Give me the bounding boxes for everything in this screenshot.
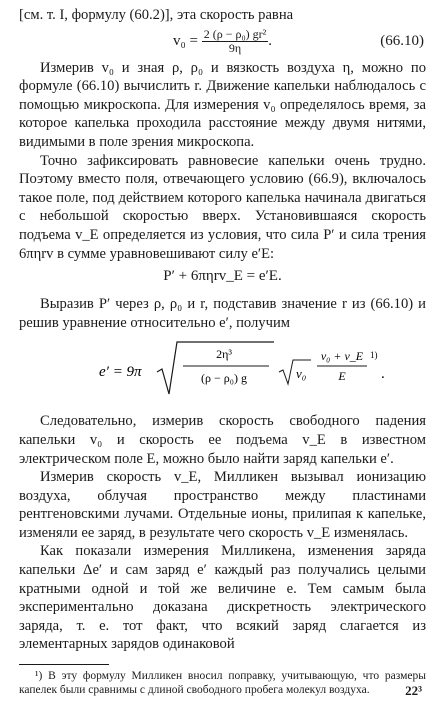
paragraph-5: Измерив скорость v_E, Милликен вызывал ионизацию воздуха, облучая пространство между пластинами рентгеновскими лучами. Отдельные ионы, прилипая к капельке, изменяли ее заряд, в результате чего скорость v_E изменялась. xyxy=(19,469,426,541)
eq1-lhs: v₀ = xyxy=(173,32,198,49)
footnote-mark: 1) xyxy=(370,350,378,361)
eq1-denominator: 9η xyxy=(228,40,242,55)
eq3-numerator-2: v₀ + v_E xyxy=(320,349,364,364)
eq3-numerator: 2η³ xyxy=(216,347,232,362)
eq3-sqrt-term: v₀ xyxy=(296,366,307,382)
charge-formula xyxy=(99,338,399,402)
footnote-divider xyxy=(19,664,109,665)
page-number: 22³ xyxy=(405,683,422,698)
eq3-denominator-2: E xyxy=(338,369,346,384)
text-line-1: [см. т. I, формулу (60.2)], эта скорость равна xyxy=(19,7,294,23)
footnote: ¹) В эту формулу Милликен вносил поправку, учитывающую, что размеры капелек были сравнимы с длиной свободного пробега молекул воздуха. xyxy=(19,670,426,697)
equation-charge xyxy=(19,338,426,402)
paragraph-3: Выразив P′ через ρ, ρ₀ и r, подставив значение r из (66.10) и решив уравнение относительно e′, получим xyxy=(19,296,426,331)
paragraph-1: Измерив v₀ и зная ρ, ρ₀ и вязкость воздуха η, можно по формуле (66.10) вычислить r. Движение капельки наблюдалось с помощью микроскопа. Для измерения v₀ определялось время, за которое капелька проходила расстояние между двумя нитями, видимыми в поле зрения микроскопа. xyxy=(19,59,426,150)
eq3-lhs: e′ = 9π xyxy=(99,364,142,381)
paragraph-4: Следовательно, измерив скорость свободного падения капельки v₀ и скорость ее подъема v_E в известном электрическом поле E, можно было найти заряд капельки e′. xyxy=(19,413,426,467)
paragraph-2: Точно зафиксировать равновесие капельки очень трудно. Поэтому вместо поля, отвечающего условию (66.9), включалось такое поле, под действием которого капелька начинала двигаться с небольшой скоростью вверх. Установившаяся скорость подъема v_E определяется из условия, что сила P′ и сила трения 6πηrv в сумме уравновешивают силу e′E: xyxy=(19,152,426,262)
equation-number: (66.10) xyxy=(380,32,424,49)
eq3-denominator: (ρ − ρ₀) g xyxy=(201,371,247,386)
eq3-period: . xyxy=(381,366,385,383)
eq1-numerator: 2 (ρ − ρ₀) gr² xyxy=(203,26,267,41)
equation-force-balance: P′ + 6πηrv_E = e′E. xyxy=(163,268,282,285)
paragraph-6: Как показали измерения Милликена, изменения заряда капельки Δe′ и сам заряд e′ каждый раз получались целыми кратными одной и той же величине e. Тем самым была экспериментально доказана дискретность электрического заряда, т. е. тот факт, что всякий заряд слагается из элементарных зарядов одинаковой xyxy=(19,543,426,653)
eq1-fraction xyxy=(202,28,269,55)
equation-66-10: v₀ = $\frac{\text{2 (ρ − ρ₀) gr²}}{9\eta}$ . (66.10) xyxy=(173,26,424,55)
